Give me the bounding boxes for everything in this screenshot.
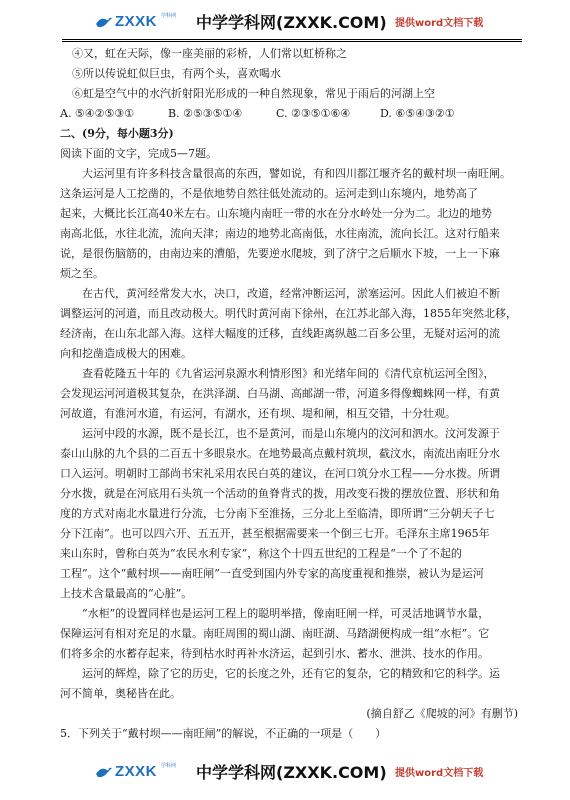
passage-line: 泰山山脉的九个县的二百五十多眼泉水。在地势最高点戴村筑坝，截汶水，南流出南旺分水: [60, 447, 500, 460]
document-body: [60, 44, 522, 744]
passage-paragraph-4: [60, 424, 522, 604]
passage-paragraph-3: [60, 364, 522, 424]
passage-line: 口入运河。明朝时工部尚书宋礼采用农民白英的建议，在河口筑分水工程——分水拨。所谓: [60, 467, 500, 480]
passage-line: 这条运河是人工挖凿的，不是依地势自然往低处流动的。运河走到山东境内，地势高了: [60, 187, 478, 200]
answer-options: [60, 104, 522, 124]
passage-paragraph-1: [60, 164, 522, 284]
passage-line: 查看乾隆五十年的《九省运河泉源水利情形图》和光绪年间的《清代京杭运河全图》，: [82, 367, 495, 380]
logo-wordmark: ZXXK: [115, 13, 158, 30]
download-slogan[interactable]: 提供word文档下载: [395, 18, 484, 29]
logo-subtext: 学科网: [161, 763, 177, 769]
option-a: A. ⑤④②⑤③①: [60, 107, 135, 120]
passage-line: 分下江南”。也可以四六开、五五开，甚至根据需要来一个倒三七开。毛泽东主席1965年: [60, 527, 490, 540]
passage-line: 南高北低，水往北流，流向天津；南边的地势北高南低，水往南流，流向长江。这对行船来: [60, 227, 500, 240]
header-rule: [62, 39, 522, 40]
passage-line: 起来，大概比长江高40米左右。山东境内南旺一带的水在分水岭处一分为二。北边的地势: [60, 207, 492, 220]
passage-line: 工程”。这个“戴村坝——南旺闸”一直受到国内外专家的高度重视和推崇，被认为是运河: [60, 567, 484, 580]
passage-line: 经济南，在山东北部入海。这样大幅度的迁移，直线距离纵越二百多公里，无疑对运河的流: [60, 327, 500, 340]
choice-item-4: ④又，虹在天际，像一座美丽的彩桥，人们常以虹桥称之: [72, 47, 347, 60]
logo-wordmark: ZXXK: [115, 763, 158, 780]
passage-paragraph-5: [60, 604, 522, 664]
passage-line: 大运河里有许多科技含量很高的东西，譬如说，有和四川都江堰齐名的戴村坝一南旺闸。: [82, 167, 511, 180]
passage-line: 上技术含量最高的“心脏”。: [60, 587, 193, 600]
question-5: 5．下列关于“戴村坝——南旺闸”的解说，不正确的一项是（ ）: [60, 727, 387, 740]
option-b: B. ②⑤③⑤①④: [168, 107, 243, 120]
passage-line: 来山东时，曾称白英为“农民水利专家”，称这个十四五世纪的工程是“一个了不起的: [60, 547, 462, 560]
passage-line: 会发现运河河道极其复杂，在洪泽湖、白马湖、高邮湖一带，河道多得像蜘蛛网一样，有黄: [60, 387, 500, 400]
logo-subtext: 学科网: [161, 13, 177, 19]
zxxk-logo: [95, 762, 187, 784]
passage-line: 向和挖凿造成极大的困难。: [60, 347, 192, 360]
zxxk-logo: [95, 12, 187, 34]
bird-logo-icon: [95, 14, 113, 30]
passage-line: 调整运河的河道，而且改动极大。明代时黄河南下徐州，在江苏北部入海，1855年突然北移，: [60, 307, 517, 320]
choice-item-6: ⑥虹是空气中的水汽折射阳光形成的一种自然现象，常见于雨后的河湖上空: [72, 87, 435, 100]
passage-line: 在古代，黄河经常发大水，决口，改道，经常冲断运河，淤塞运河。因此人们被迫不断: [82, 287, 500, 300]
site-title: 中学学科网(ZXXK.COM): [196, 13, 387, 32]
passage-line: 烦之至。: [60, 267, 104, 280]
passage-line: “水柜”的设置同样也是运河工程上的聪明举措，像南旺闸一样，可灵活地调节水量，: [82, 607, 490, 620]
passage-line: 度的方式对南北水量进行分流，七分南下至淮扬，三分北上至临清，即所谓“三分朝天子七: [60, 507, 495, 520]
passage-line: 河不简单，奥秘皆在此。: [60, 687, 181, 700]
page-header: [0, 8, 570, 38]
source-attribution: (摘自舒乙《爬坡的河》有删节): [366, 707, 518, 720]
passage-line: 运河的辉煌，除了它的历史，它的长度之外，还有它的复杂，它的精致和它的科学。运: [82, 667, 500, 680]
bird-logo-icon: [95, 764, 113, 780]
passage-paragraph-2: [60, 284, 522, 364]
option-d: D. ⑥⑤④③②①: [380, 107, 455, 120]
passage-paragraph-6: [60, 664, 522, 704]
header-rule-double: [62, 41, 522, 42]
site-title: 中学学科网(ZXXK.COM): [196, 763, 387, 782]
passage-line: 河故道，有淮河水道，有运河，有湖水，还有坝、堤和闸，相互交错，十分壮观。: [60, 407, 456, 420]
section-heading: 二、(9分，每小题3分): [60, 127, 174, 140]
passage-line: 保障运河有相对充足的水量。南旺周围的蜀山湖、南旺湖、马踏湖便构成一组“水柜”。它: [60, 627, 490, 640]
download-slogan[interactable]: 提供word文档下载: [395, 768, 484, 779]
option-c: C. ②③⑤①⑥④: [276, 107, 351, 120]
passage-line: 分水拨，就是在河底用石头筑一个活动的鱼脊背式的拨，用改变石拨的摆放位置、形状和角: [60, 487, 500, 500]
passage-line: 们将多余的水蓄存起来，待到枯水时再补水济运，起到引水、蓄水、泄洪、技水的作用。: [60, 647, 489, 660]
passage-line: 说，是很伤脑筋的，由南边来的漕船，先要逆水爬坡，到了济宁之后顺水下坡，一上一下麻: [60, 247, 500, 260]
choice-item-5: ⑤所以传说虹似巨虫，有两个头，喜欢喝水: [72, 67, 281, 80]
reading-instruction: 阅读下面的文字，完成5—7题。: [60, 147, 217, 160]
passage-line: 运河中段的水源，既不是长江，也不是黄河，而是山东境内的汶河和泗水。汶河发源于: [82, 427, 500, 440]
page-footer: [0, 758, 570, 788]
